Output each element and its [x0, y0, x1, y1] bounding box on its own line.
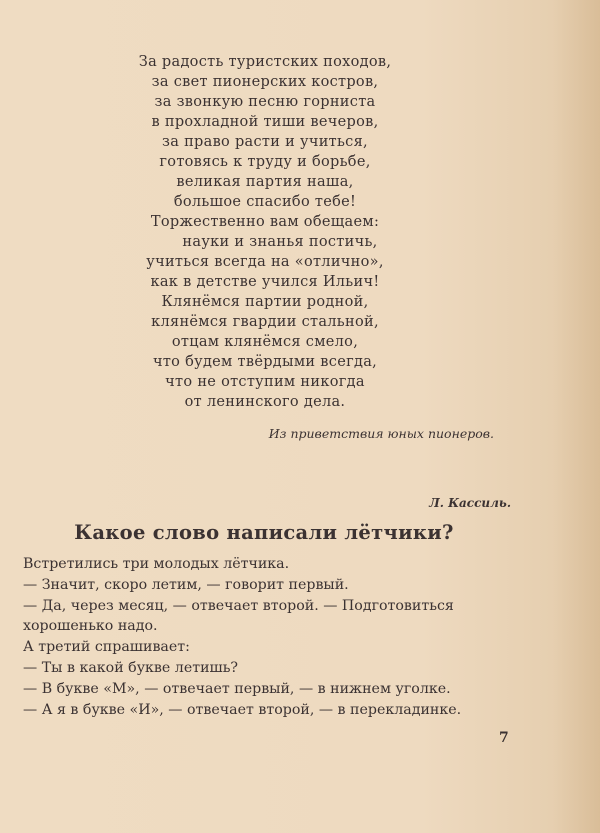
story-title: Какое слово написали лётчики?	[74, 521, 454, 544]
poem-line: великая партия наша,	[176, 174, 354, 190]
poem-line: как в детстве учился Ильич!	[150, 274, 380, 290]
poem-line: клянёмся гвардии стальной,	[151, 314, 379, 330]
story-line: — Да, через месяц, — отвечает второй. — Подготовиться	[23, 597, 454, 614]
poem-line: За радость туристских походов,	[138, 54, 392, 70]
poem-line: готовясь к труду и борьбе,	[159, 154, 371, 170]
story-line: Встретились три молодых лётчика.	[23, 556, 290, 572]
story-line: — А я в букве «И», — отвечает второй, — в перекладинке.	[23, 701, 462, 718]
poem-line: в прохладной тиши вечеров,	[151, 114, 379, 130]
poem-line: что будем твёрдыми всегда,	[152, 354, 378, 370]
poem-line: от ленинского дела.	[184, 394, 346, 410]
story-line: А третий спрашивает:	[23, 639, 190, 656]
poem-line: большое спасибо тебе!	[173, 194, 357, 210]
poem-line: что не отступим никогда	[165, 374, 365, 390]
poem-line: за право расти и учиться,	[162, 134, 368, 150]
poem-line: учиться всегда на «отлично»,	[146, 254, 384, 270]
poem-line: науки и знанья постичь,	[182, 234, 378, 250]
poem-line: Торжественно вам обещаем:	[150, 214, 380, 230]
story-text	[23, 554, 461, 720]
poem	[110, 52, 420, 412]
story-line: — Ты в какой букве летишь?	[23, 659, 239, 676]
poem-line: отцам клянёмся смело,	[171, 334, 359, 350]
story-line: хорошенько надо.	[23, 618, 158, 635]
poem-line: за звонкую песню горниста	[154, 94, 376, 110]
poem-line: за свет пионерских костров,	[151, 74, 379, 90]
poem-line: Клянёмся партии родной,	[161, 294, 369, 310]
story-line: — В букве «М», — отвечает первый, — в нижнем уголке.	[23, 680, 451, 697]
story-author: Л. Кассиль.	[429, 496, 511, 510]
page-number: 7	[499, 730, 509, 746]
story-line: — Значит, скоро летим, — говорит первый.	[23, 576, 349, 593]
poem-source: Из приветствия юных пионеров.	[268, 426, 494, 441]
